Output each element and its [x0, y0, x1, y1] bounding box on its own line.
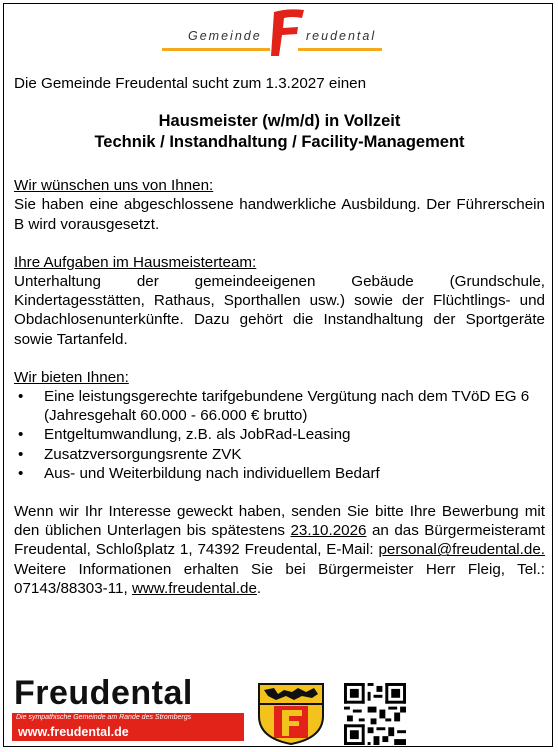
- footer-logo: [12, 674, 252, 744]
- list-item: [14, 464, 545, 483]
- requirements-title: Wir wünschen uns von Ihnen:: [14, 177, 214, 195]
- bullet-icon: •: [18, 464, 24, 482]
- logo-line-right: [298, 48, 382, 51]
- closing-part4: .: [256, 579, 262, 597]
- offer-text: Zusatzversorgungsrente ZVK: [44, 445, 242, 463]
- job-title: Hausmeister (w/m/d) in Vollzeit: [158, 112, 401, 131]
- footer-url[interactable]: www.freudental.de: [18, 725, 129, 739]
- email-link[interactable]: personal@freudental.de.: [378, 541, 545, 559]
- logo-word-reudental: reudental: [306, 29, 377, 43]
- tasks-title: Ihre Aufgaben im Hausmeisterteam:: [14, 253, 257, 271]
- logo-f-icon: [270, 8, 306, 58]
- closing-part1: Wenn wir Ihr Interesse geweckt haben, senden Sie bitte Ihre Bewerbung mit den üblichen Unterlagen bis spätestens: [14, 503, 545, 540]
- qr-code-icon: [342, 683, 408, 745]
- intro-text: Die Gemeinde Freudental sucht zum 1.3.2027 einen: [14, 75, 367, 92]
- logo-line-left: [162, 48, 270, 51]
- bullet-icon: •: [18, 426, 24, 444]
- bullet-icon: •: [18, 388, 24, 406]
- job-ad-content: [14, 74, 545, 598]
- logo-word-gemeinde: Gemeinde: [188, 29, 262, 43]
- footer-tagline: Die sympathische Gemeinde am Rande des Strombergs: [16, 714, 192, 721]
- closing-text: [14, 502, 545, 598]
- closing-part2: an das Bürgermeisteramt Freudental, Schloßplatz 1, 74392 Freudental, E-Mail:: [14, 522, 545, 559]
- offer-text: Aus- und Weiterbildung nach individuellem Bedarf: [44, 464, 380, 482]
- offer-text: Eine leistungsgerechte tarifgebundene Vergütung nach dem TVöD EG 6 (Jahresgehalt 60.000 - 66.000 € brutto): [44, 388, 530, 425]
- offers-title: Wir bieten Ihnen:: [14, 368, 129, 386]
- header-logo: [158, 8, 394, 58]
- website-link[interactable]: www.freudental.de: [131, 579, 257, 597]
- offers-list: [14, 387, 545, 483]
- requirements-text: Sie haben eine abgeschlossene handwerkliche Ausbildung. Der Führerschein B wird vorausgesetzt.: [14, 196, 545, 233]
- job-headline: [14, 111, 545, 153]
- footer-brand: Freudental: [14, 674, 193, 712]
- tasks-text: Unterhaltung der gemeindeeigenen Gebäude (Grundschule, Kindertagesstätten, Rathaus, Sporthallen usw.) sowie der Flüchtlings- und Obdachlosenunterkünfte. Dazu gehört die Instandhaltung der Sportgeräte sowie Tartanfeld.: [14, 273, 545, 348]
- closing-part3: Weitere Informationen erhalten Sie bei Bürgermeister Herr Fleig, Tel.: 07143/88303-11,: [14, 560, 545, 597]
- deadline-date: 23.10.2026: [290, 522, 367, 540]
- job-subtitle: Technik / Instandhaltung / Facility-Management: [94, 133, 465, 152]
- coat-of-arms-icon: [256, 682, 326, 746]
- list-item: [14, 425, 545, 444]
- offer-text: Entgeltumwandlung, z.B. als JobRad-Leasing: [44, 426, 351, 444]
- list-item: [14, 387, 545, 425]
- bullet-icon: •: [18, 445, 24, 463]
- list-item: [14, 445, 545, 464]
